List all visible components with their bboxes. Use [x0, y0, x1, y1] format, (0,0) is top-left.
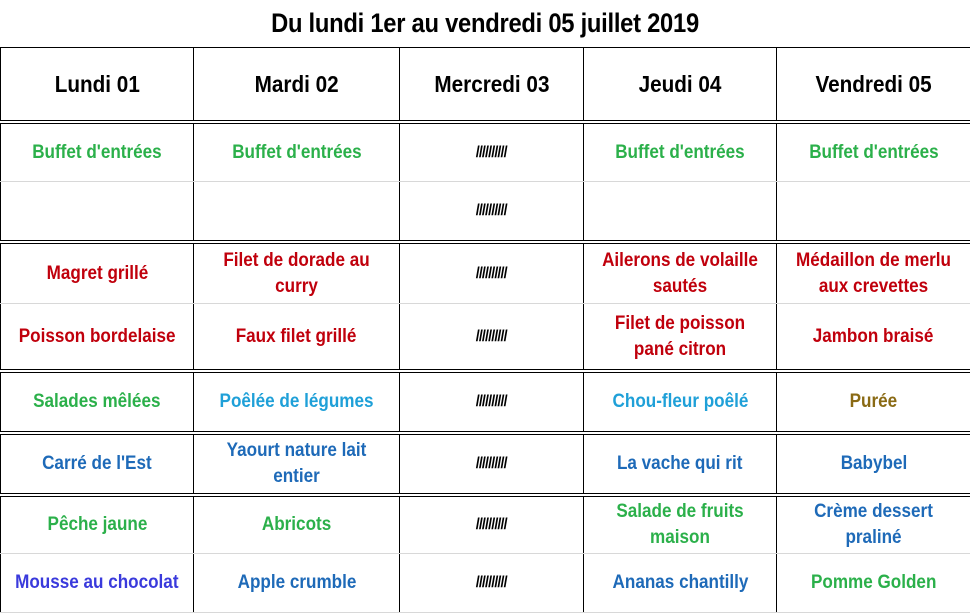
menu-cell: Ailerons de volaille sautés: [584, 242, 777, 304]
menu-cell: //////////: [400, 242, 584, 304]
menu-cell: Buffet d'entrées: [1, 122, 194, 182]
day-header-wednesday: Mercredi 03: [400, 48, 584, 123]
menu-cell: //////////: [400, 495, 584, 554]
table-row: [1, 371, 970, 433]
menu-cell: [584, 182, 777, 243]
menu-cell: Ananas chantilly: [584, 554, 777, 613]
menu-cell: Abricots: [194, 495, 400, 554]
menu-cell: Crème dessert praliné: [777, 495, 970, 554]
table-row: [1, 304, 970, 372]
table-row: [1, 242, 970, 304]
header-row: [1, 48, 970, 123]
day-header-tuesday: Mardi 02: [194, 48, 400, 123]
menu-cell: Buffet d'entrées: [194, 122, 400, 182]
menu-cell: [1, 182, 194, 243]
menu-cell: Yaourt nature lait entier: [194, 433, 400, 495]
menu-cell: [194, 182, 400, 243]
menu-cell: Magret grillé: [1, 242, 194, 304]
menu-cell: Poisson bordelaise: [1, 304, 194, 372]
menu-cell: Apple crumble: [194, 554, 400, 613]
menu-cell: Médaillon de merlu aux crevettes: [777, 242, 970, 304]
table-row: [1, 495, 970, 554]
menu-cell: Jambon braisé: [777, 304, 970, 372]
menu-cell: [777, 182, 970, 243]
menu-cell: Poêlée de légumes: [194, 371, 400, 433]
menu-cell: Filet de poisson pané citron: [584, 304, 777, 372]
table-row: [1, 122, 970, 182]
weekly-menu-table: [0, 47, 970, 613]
menu-cell: Salades mêlées: [1, 371, 194, 433]
day-header-friday: Vendredi 05: [777, 48, 970, 123]
table-row: [1, 554, 970, 613]
table-row: [1, 433, 970, 495]
menu-cell: Pêche jaune: [1, 495, 194, 554]
menu-cell: Buffet d'entrées: [777, 122, 970, 182]
menu-cell: //////////: [400, 182, 584, 243]
menu-cell: //////////: [400, 304, 584, 372]
menu-cell: Purée: [777, 371, 970, 433]
menu-cell: Carré de l'Est: [1, 433, 194, 495]
menu-cell: Buffet d'entrées: [584, 122, 777, 182]
menu-cell: Chou-fleur poêlé: [584, 371, 777, 433]
menu-cell: Babybel: [777, 433, 970, 495]
menu-cell: //////////: [400, 122, 584, 182]
menu-cell: Pomme Golden: [777, 554, 970, 613]
page-title: Du lundi 1er au vendredi 05 juillet 2019: [271, 8, 699, 38]
menu-cell: Filet de dorade au curry: [194, 242, 400, 304]
menu-cell: Salade de fruits maison: [584, 495, 777, 554]
day-header-thursday: Jeudi 04: [584, 48, 777, 123]
day-header-monday: Lundi 01: [1, 48, 194, 123]
table-row: [1, 182, 970, 243]
menu-cell: Faux filet grillé: [194, 304, 400, 372]
menu-cell: La vache qui rit: [584, 433, 777, 495]
menu-cell: //////////: [400, 433, 584, 495]
menu-cell: Mousse au chocolat: [1, 554, 194, 613]
menu-cell: //////////: [400, 554, 584, 613]
menu-cell: //////////: [400, 371, 584, 433]
